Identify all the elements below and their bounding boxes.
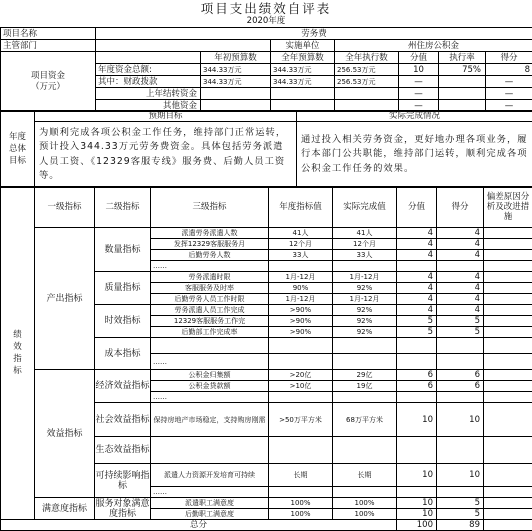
indicator-reason: [484, 272, 532, 283]
indicator-actual: 92%: [333, 316, 397, 327]
expected-goal-label: 预期目标: [35, 111, 297, 122]
col-weight: 分值: [397, 187, 437, 228]
indicator-name: 后勤劳务人员工作时限: [151, 294, 269, 305]
indicator-score: 4: [437, 305, 484, 316]
indicator-target: 33人: [269, 250, 333, 261]
funds-score: 8: [486, 64, 532, 76]
indicator-target: >90%: [269, 305, 333, 316]
indicator-name: 12329客服服务工作完: [151, 316, 269, 327]
indicator-actual: 100%: [333, 509, 397, 520]
funds-rate: [439, 88, 486, 100]
impl-unit-value: 州住房公积金: [335, 40, 532, 52]
col-level1: 一级指标: [35, 187, 95, 228]
indicator-score: [437, 338, 484, 354]
funds-row-label: 年度资金总额:: [96, 64, 201, 76]
col-exec-rate: 执行率: [439, 52, 486, 64]
indicator-target: >50万平方米: [269, 403, 333, 437]
indicator-actual: [333, 261, 397, 272]
indicator-reason: [484, 250, 532, 261]
funds-score: —: [486, 76, 532, 88]
indicator-target: [269, 392, 333, 403]
col-score-weight: 分值: [399, 52, 439, 64]
indicator-reason: [484, 283, 532, 294]
funds-score: —: [486, 100, 532, 112]
funds-row-label: 上年结转资金: [96, 88, 201, 100]
indicator-score: 4: [437, 228, 484, 239]
indicator-target: [269, 487, 333, 498]
indicator-reason: [484, 327, 532, 338]
service-satisfaction-label: 服务对象满意度指标: [95, 498, 151, 520]
indicator-reason: [484, 381, 532, 392]
indicator-target: [269, 354, 333, 370]
indicator-reason: [484, 261, 532, 272]
actual-result-label: 实际完成情况: [297, 111, 532, 122]
indicator-actual: 92%: [333, 305, 397, 316]
indicator-score: 10: [437, 403, 484, 437]
funds-weight: —: [399, 100, 439, 112]
col-level3: 三级指标: [151, 187, 269, 228]
indicator-reason: [484, 487, 532, 498]
indicator-reason: [484, 437, 532, 464]
indicator-score: 4: [437, 283, 484, 294]
indicator-actual: 100%: [333, 498, 397, 509]
dept-label: 主管部门: [1, 40, 96, 52]
funds-annual: 344.33万元: [201, 76, 271, 88]
indicator-target: >20亿: [269, 370, 333, 381]
performance-label: 绩 效 指 标: [1, 187, 35, 520]
indicator-weight: 10: [397, 498, 437, 509]
indicator-target: 1月-12月: [269, 294, 333, 305]
funds-score: —: [486, 88, 532, 100]
indicator-actual: 92%: [333, 283, 397, 294]
indicator-weight: [397, 354, 437, 370]
indicator-target: 90%: [269, 283, 333, 294]
quantity-indicator-label: 数量指标: [95, 228, 151, 272]
indicator-target: 长期: [269, 464, 333, 487]
indicator-weight: 4: [397, 228, 437, 239]
col-score: 得分: [437, 187, 484, 228]
funds-full: 344.33万元: [271, 76, 335, 88]
indicator-reason: [484, 509, 532, 520]
col-annual-budget: 年初预算数: [201, 52, 271, 64]
indicator-name: 劳务派遣人员工作完成: [151, 305, 269, 316]
indicator-weight: [397, 392, 437, 403]
indicator-name: 派遣人力资源开发培育可持续: [151, 464, 269, 487]
indicator-reason: [484, 464, 532, 487]
indicator-score: 4: [437, 294, 484, 305]
indicator-weight: [397, 338, 437, 354]
actual-result-text: 通过投入相关劳务资金，更好地办理各项业务，履行本部门公共职能，维持部门运转，顺利完成各项公积金工作任务的效果。: [297, 122, 532, 188]
funds-weight: —: [399, 76, 439, 88]
indicator-score: [437, 487, 484, 498]
indicator-target: [269, 437, 333, 464]
indicator-name: 派遣职工满意度: [151, 498, 269, 509]
indicator-weight: 4: [397, 239, 437, 250]
indicator-weight: [397, 261, 437, 272]
funds-exec: [335, 88, 399, 100]
indicator-reason: [484, 498, 532, 509]
indicator-weight: 6: [397, 370, 437, 381]
total-label: 总分: [1, 520, 397, 531]
funds-annual: 344.33万元: [201, 64, 271, 76]
indicator-score: 4: [437, 272, 484, 283]
col-reason: 偏差原因分析及改进措施: [484, 187, 532, 228]
funds-rate: 75%: [439, 64, 486, 76]
indicator-reason: [484, 354, 532, 370]
indicator-reason: [484, 228, 532, 239]
indicator-placeholder: ……: [151, 487, 269, 498]
indicator-score: 5: [437, 316, 484, 327]
funds-rate: [439, 76, 486, 88]
indicator-actual: 12个月: [333, 239, 397, 250]
indicator-weight: 5: [397, 316, 437, 327]
indicator-score: [437, 354, 484, 370]
total-weight: 100: [397, 520, 437, 531]
indicator-reason: [484, 305, 532, 316]
effect-indicator-label: 效益指标: [35, 370, 95, 498]
indicator-score: 5: [437, 498, 484, 509]
indicator-weight: 10: [397, 464, 437, 487]
project-name-label: 项目名称: [1, 28, 96, 40]
output-indicator-label: 产出指标: [35, 228, 95, 370]
indicator-score: 6: [437, 381, 484, 392]
indicator-name: 后勤劳务人数: [151, 250, 269, 261]
indicator-score: [437, 392, 484, 403]
report-year: 2020年度: [0, 16, 532, 27]
indicator-score: 5: [437, 509, 484, 520]
indicator-name: 劳务派遣时限: [151, 272, 269, 283]
funds-row-label: 其他资金: [96, 100, 201, 112]
expected-goal-text: 为顺利完成各项公积金工作任务，维持部门正常运转，预计投入344.33万元劳务费资金。具体包括劳务派遣人员工资、《12329客服专线》服务费、后勤人员工资等。: [35, 122, 297, 188]
indicator-name: 派遣劳务派遣人数: [151, 228, 269, 239]
indicator-weight: 6: [397, 381, 437, 392]
funds-table: [0, 27, 532, 112]
indicator-placeholder: ……: [151, 354, 269, 370]
sustainable-indicator-label: 可持续影响指标: [95, 464, 151, 498]
indicator-actual: 长期: [333, 464, 397, 487]
indicator-reason: [484, 403, 532, 437]
indicator-weight: 4: [397, 283, 437, 294]
indicator-score: [437, 261, 484, 272]
indicator-actual: 92%: [333, 327, 397, 338]
indicator-target: [269, 261, 333, 272]
indicator-weight: 4: [397, 305, 437, 316]
project-name-value: 劳务费: [96, 28, 532, 40]
indicator-name: 后勤部工作完成率: [151, 327, 269, 338]
economic-indicator-label: 经济效益指标: [95, 370, 151, 403]
indicator-placeholder: ……: [151, 261, 269, 272]
satisfaction-indicator-label: 满意度指标: [35, 498, 95, 520]
indicator-name: 后勤职工满意度: [151, 509, 269, 520]
quality-indicator-label: 质量指标: [95, 272, 151, 305]
indicator-target: >90%: [269, 327, 333, 338]
total-reason: [484, 520, 532, 531]
indicator-reason: [484, 239, 532, 250]
indicator-actual: [333, 487, 397, 498]
indicator-reason: [484, 316, 532, 327]
social-indicator-label: 社会效益指标: [95, 403, 151, 437]
indicator-score: 4: [437, 239, 484, 250]
funds-annual: [201, 88, 271, 100]
time-indicator-label: 时效指标: [95, 305, 151, 338]
indicator-target: >90%: [269, 316, 333, 327]
indicator-name: [151, 437, 269, 464]
cost-indicator-label: 成本指标: [95, 338, 151, 370]
indicator-actual: [333, 392, 397, 403]
col-level2: 二级指标: [95, 187, 151, 228]
col-full-exec: 全年执行数: [335, 52, 399, 64]
indicator-target: 1月-12月: [269, 272, 333, 283]
indicator-name: 公积金贷款额: [151, 381, 269, 392]
indicator-score: 5: [437, 327, 484, 338]
indicator-name: 公积金归集额: [151, 370, 269, 381]
indicator-actual: [333, 437, 397, 464]
indicator-actual: 1月-12月: [333, 272, 397, 283]
indicator-weight: 10: [397, 509, 437, 520]
indicator-score: 4: [437, 250, 484, 261]
indicator-name: 发挥12329客服服务月: [151, 239, 269, 250]
funds-blank-header: [96, 52, 201, 64]
ecological-indicator-label: 生态效益指标: [95, 437, 151, 464]
indicator-reason: [484, 338, 532, 354]
funds-full: 344.33万元: [271, 64, 335, 76]
indicator-weight: 4: [397, 250, 437, 261]
indicator-target: 100%: [269, 498, 333, 509]
funds-exec: 256.53万元: [335, 64, 399, 76]
indicator-weight: [397, 437, 437, 464]
col-full-budget: 全年预算数: [271, 52, 335, 64]
indicator-reason: [484, 370, 532, 381]
indicator-target: >10亿: [269, 381, 333, 392]
indicator-weight: 4: [397, 294, 437, 305]
indicator-weight: 5: [397, 327, 437, 338]
indicator-actual: 41人: [333, 228, 397, 239]
funds-full: [271, 88, 335, 100]
indicator-reason: [484, 294, 532, 305]
goals-table: [0, 110, 532, 188]
indicator-weight: [397, 487, 437, 498]
dept-value: [96, 40, 271, 52]
performance-table: [0, 186, 532, 531]
indicator-target: 100%: [269, 509, 333, 520]
total-score: 89: [437, 520, 484, 531]
indicator-target: 41人: [269, 228, 333, 239]
funds-label: 项目资金 （万元）: [1, 52, 96, 112]
indicator-score: 10: [437, 464, 484, 487]
indicator-weight: 4: [397, 272, 437, 283]
goals-label: 年度 总体 目标: [1, 111, 35, 188]
indicator-actual: 33人: [333, 250, 397, 261]
col-actual: 实际完成值: [333, 187, 397, 228]
col-target: 年度指标值: [269, 187, 333, 228]
indicator-score: 6: [437, 370, 484, 381]
indicator-actual: 19亿: [333, 381, 397, 392]
indicator-reason: [484, 392, 532, 403]
funds-weight: —: [399, 88, 439, 100]
indicator-actual: 68万平方米: [333, 403, 397, 437]
indicator-target: 12个月: [269, 239, 333, 250]
indicator-name: [151, 338, 269, 354]
page-title: 项目支出绩效自评表: [0, 1, 532, 16]
funds-row-label: 其中：财政拨款: [96, 76, 201, 88]
indicator-actual: [333, 354, 397, 370]
indicator-weight: 10: [397, 403, 437, 437]
impl-unit-label: 实施单位: [271, 40, 335, 52]
indicator-actual: [333, 338, 397, 354]
indicator-actual: 29亿: [333, 370, 397, 381]
col-score: 得分: [486, 52, 532, 64]
funds-weight: 10: [399, 64, 439, 76]
indicator-target: [269, 338, 333, 354]
indicator-name: 客服服务及时率: [151, 283, 269, 294]
funds-exec: 256.53万元: [335, 76, 399, 88]
indicator-actual: 1月-12月: [333, 294, 397, 305]
indicator-score: [437, 437, 484, 464]
indicator-placeholder: ……: [151, 392, 269, 403]
indicator-name: 保持房地产市场稳定，支持购房刚需: [151, 403, 269, 437]
